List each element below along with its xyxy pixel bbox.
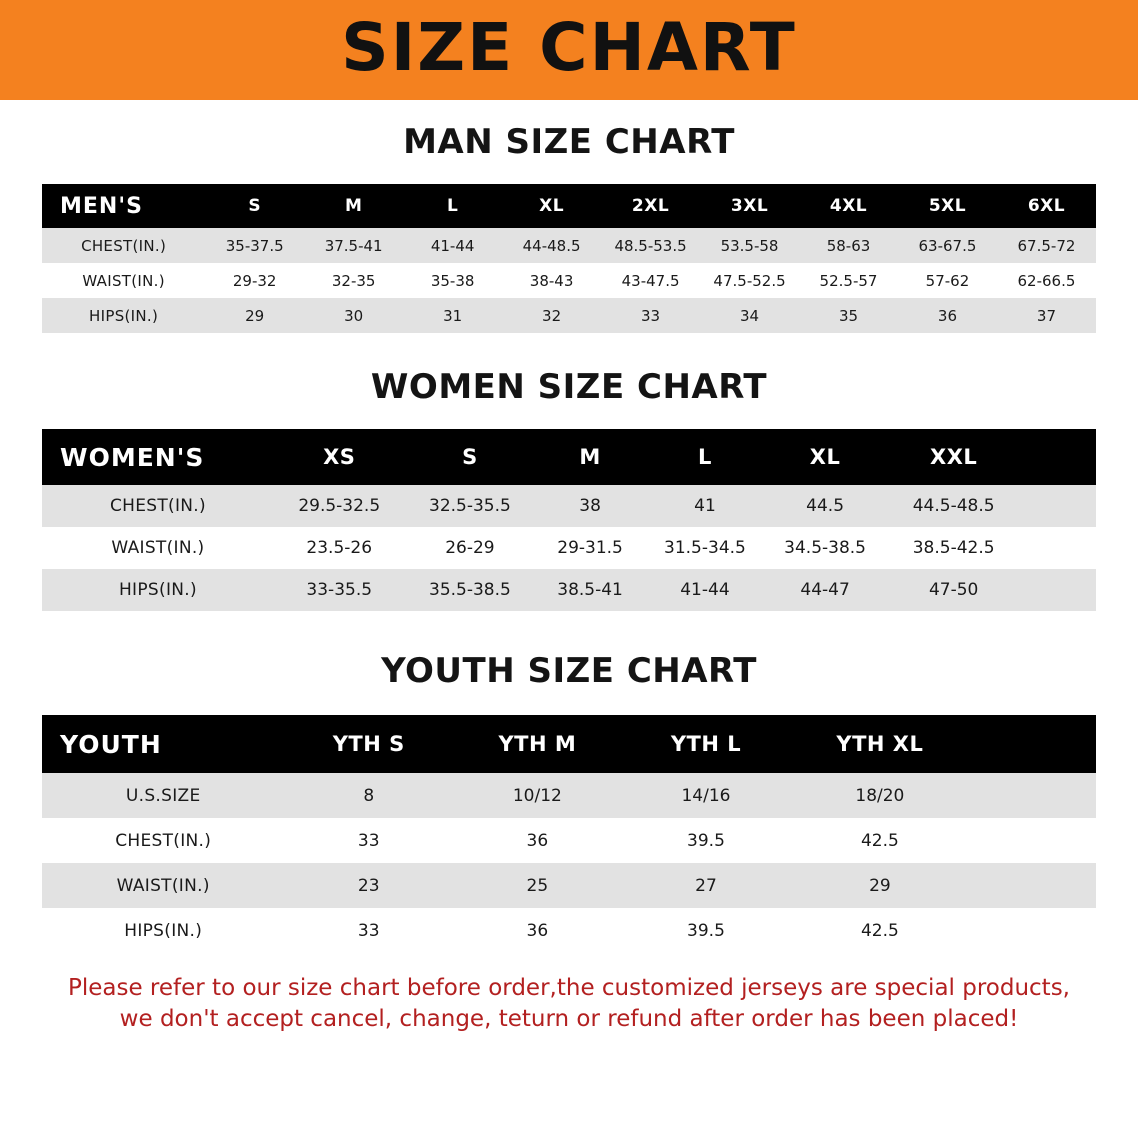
cell: 32 <box>542 306 562 325</box>
cell: 33 <box>357 920 380 941</box>
cell: 14/16 <box>681 785 731 806</box>
cell: 29-31.5 <box>557 538 623 558</box>
row-label: WAIST(IN.) <box>111 538 205 558</box>
cell: 38.5-42.5 <box>912 538 995 558</box>
man-section-title: MAN SIZE CHART <box>403 122 735 162</box>
table-row <box>42 527 1096 569</box>
cell <box>1022 569 1096 611</box>
column-header: XS <box>323 445 356 469</box>
cell <box>1022 485 1096 527</box>
column-header: YTH M <box>498 732 577 756</box>
table-header-row <box>42 429 1096 485</box>
disclaimer-line-1: Please refer to our size chart before order,the customized jerseys are special products, <box>67 975 1070 1001</box>
column-header: XXL <box>930 445 978 469</box>
column-header: YTH L <box>670 732 742 756</box>
row-label: HIPS(IN.) <box>89 306 159 325</box>
cell: 52.5-57 <box>819 271 878 290</box>
cell: 33 <box>357 830 380 851</box>
youth-section-title: YOUTH SIZE CHART <box>381 651 757 691</box>
cell: 31 <box>443 306 463 325</box>
cell: 36 <box>526 830 549 851</box>
cell: 36 <box>937 306 958 325</box>
cell: 38-43 <box>529 271 574 290</box>
cell: 41-44 <box>430 236 475 255</box>
column-header: L <box>698 445 712 469</box>
column-header: WOMEN'S <box>60 442 205 472</box>
cell: 34 <box>739 306 760 325</box>
table-row <box>42 485 1096 527</box>
column-header <box>969 715 1096 773</box>
table-row <box>42 228 1096 263</box>
column-header: M <box>579 445 601 469</box>
cell: 29 <box>869 875 891 896</box>
column-header: XL <box>809 445 841 469</box>
cell: 47-50 <box>928 580 979 600</box>
cell: 32.5-35.5 <box>429 496 511 516</box>
cell: 26-29 <box>445 538 495 558</box>
cell: 32-35 <box>331 271 376 290</box>
column-header: S <box>248 196 262 216</box>
table-row <box>42 863 1096 908</box>
column-header: MEN'S <box>60 193 143 219</box>
cell <box>1022 527 1096 569</box>
cell: 57-62 <box>925 271 970 290</box>
cell: 53.5-58 <box>720 236 779 255</box>
column-header: 2XL <box>631 196 670 216</box>
cell: 42.5 <box>860 830 899 851</box>
cell: 44.5 <box>806 496 845 516</box>
cell: 8 <box>363 785 375 806</box>
row-label: U.S.SIZE <box>125 785 201 806</box>
women-section-title: WOMEN SIZE CHART <box>370 367 768 407</box>
cell: 31.5-34.5 <box>664 538 746 558</box>
disclaimer-note <box>40 973 1098 1035</box>
cell: 29.5-32.5 <box>298 496 381 516</box>
table-header-row <box>42 715 1096 773</box>
cell: 36 <box>526 920 549 941</box>
cell: 44-48.5 <box>522 236 581 255</box>
cell <box>969 863 1096 908</box>
cell: 30 <box>344 306 364 325</box>
women-size-table <box>42 429 1096 611</box>
disclaimer-line-2: we don't accept cancel, change, teturn or refund after order has been placed! <box>119 1006 1019 1033</box>
cell <box>969 908 1096 953</box>
cell: 41 <box>694 496 716 516</box>
cell: 35.5-38.5 <box>429 580 511 600</box>
cell <box>969 773 1096 818</box>
row-label: WAIST(IN.) <box>116 875 210 896</box>
cell: 18/20 <box>855 785 905 806</box>
man-size-table-wrap <box>42 184 1096 333</box>
cell: 47.5-52.5 <box>713 271 786 290</box>
banner <box>0 0 1138 100</box>
row-label: CHEST(IN.) <box>81 236 167 255</box>
cell: 23.5-26 <box>306 538 373 558</box>
column-header: XL <box>539 196 565 216</box>
banner-title: SIZE CHART <box>341 9 797 86</box>
cell: 33-35.5 <box>306 580 373 600</box>
row-label: CHEST(IN.) <box>115 830 212 851</box>
youth-size-table-wrap <box>42 715 1096 953</box>
cell: 37 <box>1036 306 1057 325</box>
column-header: 3XL <box>730 196 769 216</box>
cell: 37.5-41 <box>324 236 383 255</box>
cell: 29-32 <box>232 271 277 290</box>
cell: 23 <box>357 875 380 896</box>
column-header: L <box>446 196 459 216</box>
table-row <box>42 298 1096 333</box>
cell: 43-47.5 <box>621 271 680 290</box>
cell: 38.5-41 <box>557 580 623 600</box>
women-size-table-wrap <box>42 429 1096 611</box>
cell: 25 <box>526 875 549 896</box>
cell: 33 <box>641 306 661 325</box>
row-label: CHEST(IN.) <box>109 496 206 516</box>
cell: 35-37.5 <box>225 236 284 255</box>
cell: 10/12 <box>512 785 562 806</box>
table-row <box>42 818 1096 863</box>
cell: 38 <box>579 496 601 516</box>
cell: 58-63 <box>826 236 871 255</box>
column-header: YOUTH <box>60 729 162 759</box>
table-row <box>42 908 1096 953</box>
cell: 48.5-53.5 <box>614 236 687 255</box>
cell: 27 <box>695 875 717 896</box>
cell: 39.5 <box>687 830 725 851</box>
cell: 35-38 <box>430 271 475 290</box>
cell: 35 <box>838 306 859 325</box>
table-header-row <box>42 184 1096 228</box>
column-header: 6XL <box>1027 196 1066 216</box>
cell: 41-44 <box>680 580 730 600</box>
column-header: YTH XL <box>836 732 924 756</box>
cell: 62-66.5 <box>1017 271 1076 290</box>
man-size-table <box>42 184 1096 333</box>
column-header: M <box>344 196 363 216</box>
cell: 42.5 <box>860 920 899 941</box>
cell: 44-47 <box>800 580 850 600</box>
table-row <box>42 263 1096 298</box>
cell: 44.5-48.5 <box>912 496 995 516</box>
column-header: YTH S <box>332 732 405 756</box>
cell: 63-67.5 <box>918 236 977 255</box>
column-header <box>1022 429 1096 485</box>
row-label: HIPS(IN.) <box>124 920 203 941</box>
cell <box>969 818 1096 863</box>
table-row <box>42 569 1096 611</box>
cell: 34.5-38.5 <box>784 538 866 558</box>
cell: 39.5 <box>687 920 725 941</box>
youth-size-table <box>42 715 1096 953</box>
cell: 29 <box>245 306 265 325</box>
column-header: 4XL <box>829 196 868 216</box>
column-header: S <box>462 445 478 469</box>
row-label: WAIST(IN.) <box>82 271 165 290</box>
table-row <box>42 773 1096 818</box>
cell: 67.5-72 <box>1017 236 1076 255</box>
row-label: HIPS(IN.) <box>118 580 197 600</box>
column-header: 5XL <box>928 196 967 216</box>
